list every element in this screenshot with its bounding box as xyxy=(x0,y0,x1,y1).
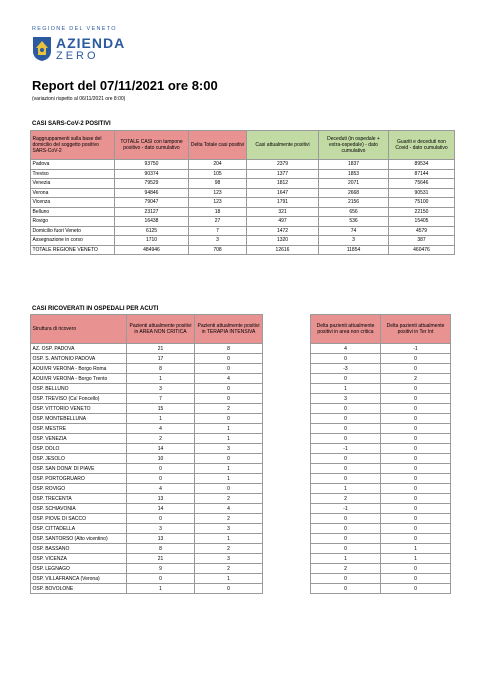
delta-ter-int-value: 0 xyxy=(381,494,451,504)
delta-ter-int-value: 0 xyxy=(381,474,451,484)
cell-value: 1377 xyxy=(247,169,319,179)
ricoverati-row xyxy=(31,434,263,444)
delta-area-non-critica-value: 2 xyxy=(311,494,381,504)
delta-ter-int-value: 0 xyxy=(381,434,451,444)
cell-value: 1710 xyxy=(115,236,189,246)
delta-ter-int-value: 0 xyxy=(381,504,451,514)
terapia-intensiva-value: 0 xyxy=(195,484,263,494)
struttura-name: AOUIVR VERONA - Borgo Roma xyxy=(31,364,127,374)
ricoverati-row xyxy=(31,444,263,454)
positivi-row xyxy=(31,217,455,227)
ricoverati-row xyxy=(31,524,263,534)
positivi-header-row xyxy=(31,131,455,160)
area-non-critica-value: 4 xyxy=(127,484,195,494)
delta-area-non-critica-value: 0 xyxy=(311,374,381,384)
row-label: Rovigo xyxy=(31,217,115,227)
delta-area-non-critica-value: -3 xyxy=(311,364,381,374)
col-header-raggruppamenti: Raggruppamenti sulla base del domicilio del soggetto positivo SARS-CoV-2 xyxy=(31,131,115,160)
struttura-name: OSP. PIOVE DI SACCO xyxy=(31,514,127,524)
cell-value: 23127 xyxy=(115,207,189,217)
cell-value: 123 xyxy=(189,188,247,198)
ricoverati-delta-row xyxy=(311,434,451,444)
delta-ter-int-value: 1 xyxy=(381,544,451,554)
area-non-critica-value: 0 xyxy=(127,474,195,484)
delta-area-non-critica-value: -1 xyxy=(311,504,381,514)
terapia-intensiva-value: 2 xyxy=(195,544,263,554)
row-label: Assegnazione in corso xyxy=(31,236,115,246)
ricoverati-row xyxy=(31,494,263,504)
delta-ter-int-value: 0 xyxy=(381,524,451,534)
delta-ter-int-value: 0 xyxy=(381,354,451,364)
ricoverati-row xyxy=(31,484,263,494)
ricoverati-delta-table xyxy=(310,314,451,594)
struttura-name: OSP. JESOLO xyxy=(31,454,127,464)
area-non-critica-value: 2 xyxy=(127,434,195,444)
positivi-table xyxy=(30,130,455,255)
ricoverati-section-title: CASI RICOVERATI IN OSPEDALI PER ACUTI xyxy=(32,306,159,312)
struttura-name: OSP. BOVOLONE xyxy=(31,584,127,594)
delta-area-non-critica-value: 0 xyxy=(311,544,381,554)
cell-value: 105 xyxy=(189,169,247,179)
cell-value: 1320 xyxy=(247,236,319,246)
ricoverati-header-row xyxy=(31,315,263,344)
delta-area-non-critica-value: 2 xyxy=(311,564,381,574)
cell-value: 74 xyxy=(319,226,389,236)
ricoverati-delta-row xyxy=(311,454,451,464)
cell-value: 11854 xyxy=(319,245,389,255)
col-header-delta-totale: Delta Totale casi positivi xyxy=(189,131,247,160)
region-name: REGIONE DEL VENETO xyxy=(32,26,117,32)
delta-area-non-critica-value: 0 xyxy=(311,434,381,444)
area-non-critica-value: 21 xyxy=(127,554,195,564)
area-non-critica-value: 15 xyxy=(127,404,195,414)
cell-value: 387 xyxy=(389,236,455,246)
delta-area-non-critica-value: 0 xyxy=(311,524,381,534)
struttura-name: OSP. SCHIAVONIA xyxy=(31,504,127,514)
ricoverati-row xyxy=(31,464,263,474)
ricoverati-row xyxy=(31,574,263,584)
org-name-line2: ZERO xyxy=(56,50,99,62)
col-header-terapia-intensiva: Pazienti attualmente positivi in TERAPIA INTENSIVA xyxy=(195,315,263,344)
delta-area-non-critica-value: 1 xyxy=(311,554,381,564)
delta-ter-int-value: 0 xyxy=(381,574,451,584)
struttura-name: AZ. OSP. PADOVA xyxy=(31,344,127,354)
delta-ter-int-value: 0 xyxy=(381,414,451,424)
delta-ter-int-value: 0 xyxy=(381,534,451,544)
area-non-critica-value: 3 xyxy=(127,384,195,394)
delta-area-non-critica-value: -1 xyxy=(311,444,381,454)
area-non-critica-value: 14 xyxy=(127,504,195,514)
row-label: TOTALE REGIONE VENETO xyxy=(31,245,115,255)
ricoverati-delta-row xyxy=(311,394,451,404)
struttura-name: OSP. MESTRE xyxy=(31,424,127,434)
cell-value: 204 xyxy=(189,160,247,170)
terapia-intensiva-value: 1 xyxy=(195,534,263,544)
struttura-name: OSP. VENEZIA xyxy=(31,434,127,444)
cell-value: 89534 xyxy=(389,160,455,170)
positivi-row xyxy=(31,207,455,217)
area-non-critica-value: 4 xyxy=(127,424,195,434)
ricoverati-delta-row xyxy=(311,484,451,494)
ricoverati-delta-row xyxy=(311,364,451,374)
org-name-line1: AZIENDA xyxy=(56,35,126,51)
delta-ter-int-value: 0 xyxy=(381,404,451,414)
ricoverati-row xyxy=(31,344,263,354)
col-header-deceduti: Deceduti (in ospedale + extra-ospedale) - dato cumulativo xyxy=(319,131,389,160)
delta-ter-int-value: 0 xyxy=(381,424,451,434)
col-header-delta-ter-int: Delta pazienti attualmente positivi in Ter Int xyxy=(381,315,451,344)
delta-ter-int-value: 0 xyxy=(381,364,451,374)
cell-value: 536 xyxy=(319,217,389,227)
ricoverati-table xyxy=(30,314,263,594)
cell-value: 27 xyxy=(189,217,247,227)
cell-value: 1837 xyxy=(319,160,389,170)
terapia-intensiva-value: 2 xyxy=(195,404,263,414)
terapia-intensiva-value: 0 xyxy=(195,364,263,374)
delta-ter-int-value: 0 xyxy=(381,564,451,574)
cell-value: 93750 xyxy=(115,160,189,170)
struttura-name: OSP. DOLO xyxy=(31,444,127,454)
area-non-critica-value: 14 xyxy=(127,444,195,454)
ricoverati-row xyxy=(31,384,263,394)
area-non-critica-value: 3 xyxy=(127,524,195,534)
struttura-name: OSP. S. ANTONIO PADOVA xyxy=(31,354,127,364)
delta-ter-int-value: 1 xyxy=(381,554,451,564)
cell-value: 1647 xyxy=(247,188,319,198)
cell-value: 18 xyxy=(189,207,247,217)
delta-ter-int-value: 0 xyxy=(381,464,451,474)
ricoverati-row xyxy=(31,354,263,364)
cell-value: 90374 xyxy=(115,169,189,179)
terapia-intensiva-value: 0 xyxy=(195,354,263,364)
cell-value: 98 xyxy=(189,179,247,189)
positivi-row xyxy=(31,169,455,179)
struttura-name: OSP. VITTORIO VENETO xyxy=(31,404,127,414)
cell-value: 708 xyxy=(189,245,247,255)
terapia-intensiva-value: 1 xyxy=(195,574,263,584)
row-label: Belluno xyxy=(31,207,115,217)
col-header-delta-area-non-critica: Delta pazienti attualmente positivi in area non critica xyxy=(311,315,381,344)
veneto-shield-icon xyxy=(32,36,52,62)
positivi-row xyxy=(31,179,455,189)
struttura-name: OSP. TRECENTA xyxy=(31,494,127,504)
azienda-zero-logo xyxy=(32,26,152,72)
ricoverati-delta-row xyxy=(311,474,451,484)
cell-value: 22150 xyxy=(389,207,455,217)
ricoverati-row xyxy=(31,424,263,434)
delta-ter-int-value: 0 xyxy=(381,394,451,404)
row-label: Domicilio fuori Veneto xyxy=(31,226,115,236)
struttura-name: OSP. SAN DONA' DI PIAVE xyxy=(31,464,127,474)
cell-value: 1853 xyxy=(319,169,389,179)
area-non-critica-value: 8 xyxy=(127,364,195,374)
terapia-intensiva-value: 2 xyxy=(195,514,263,524)
cell-value: 656 xyxy=(319,207,389,217)
cell-value: 79529 xyxy=(115,179,189,189)
cell-value: 3 xyxy=(319,236,389,246)
struttura-name: OSP. VILLAFRANCA (Verona) xyxy=(31,574,127,584)
struttura-name: AOUIVR VERONA - Borgo Trento xyxy=(31,374,127,384)
struttura-name: OSP. VICENZA xyxy=(31,554,127,564)
cell-value: 87144 xyxy=(389,169,455,179)
ricoverati-row xyxy=(31,584,263,594)
cell-value: 484946 xyxy=(115,245,189,255)
ricoverati-delta-row xyxy=(311,344,451,354)
terapia-intensiva-value: 1 xyxy=(195,464,263,474)
struttura-name: OSP. ROVIGO xyxy=(31,484,127,494)
area-non-critica-value: 17 xyxy=(127,354,195,364)
struttura-name: OSP. LEGNAGO xyxy=(31,564,127,574)
cell-value: 1791 xyxy=(247,198,319,208)
ricoverati-row xyxy=(31,504,263,514)
positivi-row xyxy=(31,198,455,208)
delta-area-non-critica-value: 4 xyxy=(311,344,381,354)
cell-value: 75100 xyxy=(389,198,455,208)
ricoverati-row xyxy=(31,394,263,404)
ricoverati-delta-row xyxy=(311,504,451,514)
cell-value: 7 xyxy=(189,226,247,236)
row-label: Verona xyxy=(31,188,115,198)
cell-value: 94846 xyxy=(115,188,189,198)
terapia-intensiva-value: 0 xyxy=(195,584,263,594)
cell-value: 2156 xyxy=(319,198,389,208)
row-label: Padova xyxy=(31,160,115,170)
cell-value: 6125 xyxy=(115,226,189,236)
delta-ter-int-value: 0 xyxy=(381,584,451,594)
delta-ter-int-value: -1 xyxy=(381,344,451,354)
delta-area-non-critica-value: 1 xyxy=(311,384,381,394)
cell-value: 4579 xyxy=(389,226,455,236)
ricoverati-delta-row xyxy=(311,354,451,364)
terapia-intensiva-value: 0 xyxy=(195,454,263,464)
cell-value: 123 xyxy=(189,198,247,208)
delta-area-non-critica-value: 0 xyxy=(311,534,381,544)
ricoverati-delta-header-row xyxy=(311,315,451,344)
terapia-intensiva-value: 0 xyxy=(195,394,263,404)
ricoverati-delta-row xyxy=(311,534,451,544)
ricoverati-delta-row xyxy=(311,544,451,554)
ricoverati-row xyxy=(31,454,263,464)
terapia-intensiva-value: 4 xyxy=(195,504,263,514)
struttura-name: OSP. SANTORSO (Alto vicentino) xyxy=(31,534,127,544)
ricoverati-delta-row xyxy=(311,384,451,394)
ricoverati-delta-row xyxy=(311,574,451,584)
ricoverati-row xyxy=(31,474,263,484)
ricoverati-delta-row xyxy=(311,494,451,504)
terapia-intensiva-value: 0 xyxy=(195,384,263,394)
positivi-row xyxy=(31,160,455,170)
delta-ter-int-value: 0 xyxy=(381,484,451,494)
area-non-critica-value: 8 xyxy=(127,544,195,554)
delta-ter-int-value: 2 xyxy=(381,374,451,384)
area-non-critica-value: 10 xyxy=(127,454,195,464)
ricoverati-row xyxy=(31,404,263,414)
ricoverati-row xyxy=(31,374,263,384)
cell-value: 460476 xyxy=(389,245,455,255)
area-non-critica-value: 0 xyxy=(127,574,195,584)
positivi-section-title: CASI SARS-CoV-2 POSITIVI xyxy=(32,121,111,127)
cell-value: 2379 xyxy=(247,160,319,170)
area-non-critica-value: 1 xyxy=(127,584,195,594)
cell-value: 79047 xyxy=(115,198,189,208)
cell-value: 16438 xyxy=(115,217,189,227)
cell-value: 75646 xyxy=(389,179,455,189)
positivi-row xyxy=(31,188,455,198)
struttura-name: OSP. MONTEBELLUNA xyxy=(31,414,127,424)
delta-area-non-critica-value: 1 xyxy=(311,484,381,494)
cell-value: 15405 xyxy=(389,217,455,227)
area-non-critica-value: 1 xyxy=(127,374,195,384)
ricoverati-row xyxy=(31,554,263,564)
area-non-critica-value: 21 xyxy=(127,344,195,354)
ricoverati-delta-row xyxy=(311,404,451,414)
terapia-intensiva-value: 3 xyxy=(195,554,263,564)
ricoverati-delta-row xyxy=(311,374,451,384)
ricoverati-delta-row xyxy=(311,554,451,564)
struttura-name: OSP. BELLUNO xyxy=(31,384,127,394)
delta-area-non-critica-value: 0 xyxy=(311,454,381,464)
delta-ter-int-value: 0 xyxy=(381,514,451,524)
cell-value: 2071 xyxy=(319,179,389,189)
cell-value: 1472 xyxy=(247,226,319,236)
delta-area-non-critica-value: 0 xyxy=(311,464,381,474)
ricoverati-row xyxy=(31,564,263,574)
col-header-guariti: Guariti e deceduti non Covid - dato cumulativo xyxy=(389,131,455,160)
col-header-attualmente-positivi: Casi attualmente positivi xyxy=(247,131,319,160)
delta-area-non-critica-value: 0 xyxy=(311,514,381,524)
row-label: Treviso xyxy=(31,169,115,179)
area-non-critica-value: 13 xyxy=(127,494,195,504)
ricoverati-row xyxy=(31,414,263,424)
delta-area-non-critica-value: 3 xyxy=(311,394,381,404)
ricoverati-delta-row xyxy=(311,564,451,574)
cell-value: 90531 xyxy=(389,188,455,198)
delta-ter-int-value: 0 xyxy=(381,384,451,394)
terapia-intensiva-value: 1 xyxy=(195,434,263,444)
row-label: Venezia xyxy=(31,179,115,189)
cell-value: 1812 xyxy=(247,179,319,189)
struttura-name: OSP. CITTADELLA xyxy=(31,524,127,534)
cell-value: 3 xyxy=(189,236,247,246)
struttura-name: OSP. TREVISO (Ca' Foncello) xyxy=(31,394,127,404)
struttura-name: OSP. BASSANO xyxy=(31,544,127,554)
delta-area-non-critica-value: 0 xyxy=(311,354,381,364)
ricoverati-delta-row xyxy=(311,514,451,524)
delta-area-non-critica-value: 0 xyxy=(311,404,381,414)
positivi-row xyxy=(31,226,455,236)
delta-ter-int-value: 0 xyxy=(381,444,451,454)
ricoverati-row xyxy=(31,534,263,544)
row-label: Vicenza xyxy=(31,198,115,208)
col-header-struttura: Struttura di ricovero xyxy=(31,315,127,344)
area-non-critica-value: 7 xyxy=(127,394,195,404)
delta-area-non-critica-value: 0 xyxy=(311,424,381,434)
terapia-intensiva-value: 3 xyxy=(195,444,263,454)
area-non-critica-value: 1 xyxy=(127,414,195,424)
ricoverati-delta-row xyxy=(311,444,451,454)
ricoverati-delta-row xyxy=(311,414,451,424)
cell-value: 12616 xyxy=(247,245,319,255)
delta-area-non-critica-value: 0 xyxy=(311,584,381,594)
area-non-critica-value: 13 xyxy=(127,534,195,544)
report-subtitle: (variazioni rispetto al 06/11/2021 ore 8:00) xyxy=(32,96,126,102)
terapia-intensiva-value: 2 xyxy=(195,494,263,504)
terapia-intensiva-value: 0 xyxy=(195,414,263,424)
terapia-intensiva-value: 8 xyxy=(195,344,263,354)
delta-area-non-critica-value: 0 xyxy=(311,574,381,584)
area-non-critica-value: 0 xyxy=(127,514,195,524)
positivi-row xyxy=(31,236,455,246)
col-header-totale-casi: TOTALE CASI con tampone positivo - dato cumulativo xyxy=(115,131,189,160)
cell-value: 497 xyxy=(247,217,319,227)
delta-ter-int-value: 0 xyxy=(381,454,451,464)
ricoverati-row xyxy=(31,514,263,524)
delta-area-non-critica-value: 0 xyxy=(311,414,381,424)
delta-area-non-critica-value: 0 xyxy=(311,474,381,484)
ricoverati-delta-row xyxy=(311,424,451,434)
col-header-area-non-critica: Pazienti attualmente positivi in AREA NON CRITICA xyxy=(127,315,195,344)
ricoverati-delta-row xyxy=(311,584,451,594)
ricoverati-row xyxy=(31,544,263,554)
terapia-intensiva-value: 1 xyxy=(195,424,263,434)
ricoverati-delta-row xyxy=(311,524,451,534)
cell-value: 321 xyxy=(247,207,319,217)
area-non-critica-value: 9 xyxy=(127,564,195,574)
report-title: Report del 07/11/2021 ore 8:00 xyxy=(32,78,218,93)
cell-value: 2668 xyxy=(319,188,389,198)
area-non-critica-value: 0 xyxy=(127,464,195,474)
ricoverati-delta-row xyxy=(311,464,451,474)
terapia-intensiva-value: 3 xyxy=(195,524,263,534)
terapia-intensiva-value: 4 xyxy=(195,374,263,384)
terapia-intensiva-value: 2 xyxy=(195,564,263,574)
positivi-row xyxy=(31,245,455,255)
terapia-intensiva-value: 1 xyxy=(195,474,263,484)
ricoverati-row xyxy=(31,364,263,374)
struttura-name: OSP. PORTOGRUARO xyxy=(31,474,127,484)
